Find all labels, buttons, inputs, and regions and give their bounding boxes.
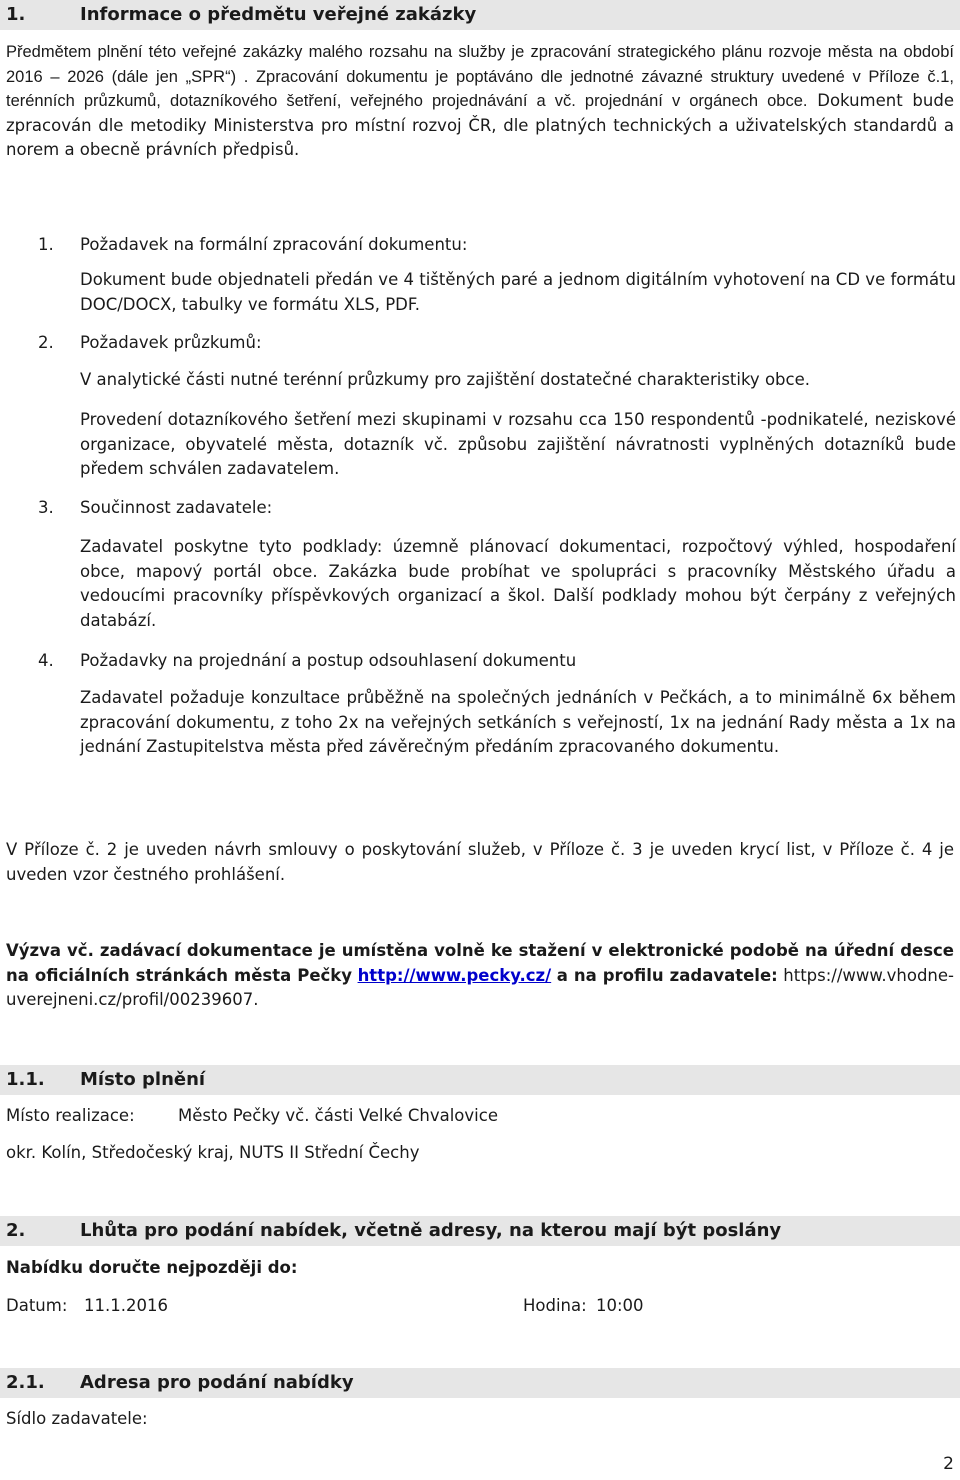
section-number: 2.1.	[6, 1372, 45, 1393]
item-4-title: Požadavky na projednání a postup odsouhlasení dokumentu	[80, 651, 577, 670]
section-1-1-heading	[0, 1065, 960, 1095]
page-number: 2	[943, 1454, 954, 1474]
item-1-paragraph: Dokument bude objednateli předán ve 4 tištěných paré a jednom digitálním vyhotovení na CD ve formátu DOC/DOCX, tabulky ve formátu XLS, PDF.	[80, 270, 956, 314]
item-3-title: Součinnost zadavatele:	[80, 498, 273, 517]
intro-part-1: Předmětem plnění této veřejné zakázky malého rozsahu na služby je zpracování strategického plánu rozvoje města na období 2016 – 2026 (dále jen „SPR“) . Zpracování dokumentu je poptáváno dle jednotné závazné struktury uvedené v Příloze č.1, terénních průzkumů, dotazníkového šetření, veřejného projednávání a vč. projednání v orgánech obce.	[6, 43, 954, 111]
profile-url: https://www.vhodne-uverejneni.cz/profil/00239607.	[6, 965, 954, 1010]
date-label: Datum:	[6, 1296, 68, 1315]
section-2-1-heading	[0, 1368, 960, 1398]
city-website-link[interactable]: http://www.pecky.cz/	[357, 965, 552, 985]
item-2-paragraph-1: V analytické části nutné terénní průzkumy pro zajištění dostatečné charakteristiky obce.	[80, 370, 810, 389]
section-number: 2.	[6, 1220, 26, 1241]
item-2-title: Požadavek průzkumů:	[80, 333, 262, 352]
intro-part-2: Dokument bude zpracován dle metodiky Ministerstva pro místní rozvoj ČR, dle platných technických a uživatelských standardů a norem a obecně právních předpisů.	[6, 91, 954, 160]
place-region: okr. Kolín, Středočeský kraj, NUTS II Střední Čechy	[6, 1143, 420, 1162]
section-number: 1.	[6, 4, 26, 25]
intro-paragraph	[6, 40, 954, 163]
deadline-heading: Nabídku doručte nejpozději do:	[6, 1258, 298, 1277]
invitation-paragraph	[6, 939, 954, 1013]
section-title: Místo plnění	[80, 1069, 206, 1090]
section-2-heading	[0, 1216, 960, 1246]
annex-paragraph: V Příloze č. 2 je uveden návrh smlouvy o poskytování služeb, v Příloze č. 3 je uveden krycí list, v Příloze č. 4 je uveden vzor čestného prohlášení.	[6, 840, 954, 884]
time-value: 10:00	[596, 1296, 644, 1315]
section-title: Informace o předmětu veřejné zakázky	[80, 4, 477, 25]
section-title: Lhůta pro podání nabídek, včetně adresy, na kterou mají být poslány	[80, 1220, 782, 1241]
item-4-paragraph: Zadavatel požaduje konzultace průběžně na společných jednáních v Pečkách, a to minimálně 6x během zpracování dokumentu, z toho 2x na veřejných setkáních s veřejností, 1x na jednání Rady města a 1x na jednání Zastupitelstva města před závěrečným předáním zpracovaného dokumentu.	[80, 688, 956, 757]
item-2-number: 2.	[38, 333, 54, 352]
invitation-text: Výzva vč. zadávací dokumentace je umístěna volně ke stažení v elektronické podobě na úřední desce na oficiálních stránkách města Pečky	[6, 941, 954, 985]
item-1-number: 1.	[38, 235, 54, 254]
date-value: 11.1.2016	[84, 1296, 168, 1315]
item-3-paragraph: Zadavatel poskytne tyto podklady: územně plánovací dokumentaci, rozpočtový výhled, hospodaření obce, mapový portál obce. Zakázka bude probíhat ve spolupráci s pracovníky Městského úřadu a vedoucími pracovníky příspěvkových organizací a škol. Další podklady mohou být čerpány z veřejných databází.	[80, 537, 956, 630]
item-4-number: 4.	[38, 651, 54, 670]
item-3-number: 3.	[38, 498, 54, 517]
place-label: Místo realizace:	[6, 1106, 135, 1125]
time-label: Hodina:	[523, 1296, 587, 1315]
item-1-title: Požadavek na formální zpracování dokumentu:	[80, 235, 468, 254]
invitation-profile-label: a na profilu zadavatele:	[556, 965, 778, 985]
seat-label: Sídlo zadavatele:	[6, 1409, 148, 1428]
section-number: 1.1.	[6, 1069, 45, 1090]
item-2-paragraph-2: Provedení dotazníkového šetření mezi skupinami v rozsahu cca 150 respondentů -podnikatelé, neziskové organizace, obyvatelé města, dotazník vč. způsobu zajištění návratnosti vyplněných dotazníků bude předem schválen zadavatelem.	[80, 410, 956, 479]
section-1-heading	[0, 0, 960, 30]
section-title: Adresa pro podání nabídky	[80, 1372, 354, 1393]
place-value: Město Pečky vč. části Velké Chvalovice	[178, 1106, 498, 1125]
